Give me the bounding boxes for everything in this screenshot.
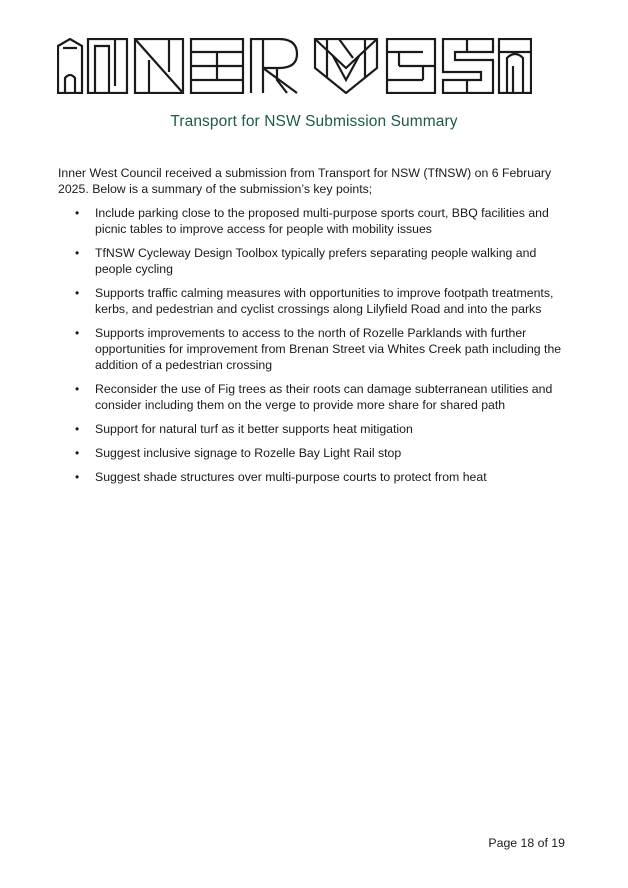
- inner-west-logo: [57, 38, 532, 94]
- list-item-text: TfNSW Cycleway Design Toolbox typically prefers separating people walking and people cycling: [95, 246, 537, 276]
- bullet-icon: •: [75, 422, 80, 436]
- key-points-list: [58, 205, 573, 493]
- bullet-icon: •: [75, 286, 80, 300]
- list-item: [58, 285, 573, 317]
- list-item: [58, 205, 573, 237]
- intro-paragraph: Inner West Council received a submission from Transport for NSW (TfNSW) on 6 February 2025. Below is a summary of the submission’s key points;: [58, 166, 552, 196]
- list-item-text: Supports traffic calming measures with opportunities to improve footpath treatments, kerbs, and pedestrian and cyclist crossings along Lilyfield Road and into the parks: [95, 286, 554, 316]
- bullet-icon: •: [75, 470, 80, 484]
- list-item-text: Include parking close to the proposed multi-purpose sports court, BBQ facilities and picnic tables to improve access for people with mobility issues: [95, 206, 549, 236]
- list-item-text: Support for natural turf as it better supports heat mitigation: [95, 422, 413, 436]
- list-item: [58, 381, 573, 413]
- bullet-icon: •: [75, 382, 80, 396]
- list-item-text: Suggest inclusive signage to Rozelle Bay Light Rail stop: [95, 446, 402, 460]
- bullet-icon: •: [75, 246, 80, 260]
- list-item: [58, 469, 573, 485]
- list-item-text: Reconsider the use of Fig trees as their roots can damage subterranean utilities and consider including them on the verge to provide more share for shared path: [95, 382, 553, 412]
- bullet-icon: •: [75, 326, 80, 340]
- page-number: Page 18 of 19: [488, 836, 565, 850]
- list-item-text: Supports improvements to access to the north of Rozelle Parklands with further opportunities for improvement from Brenan Street via Whites Creek path including the addition of a pedestrian crossing: [95, 326, 562, 372]
- list-item: [58, 245, 573, 277]
- list-item: [58, 445, 573, 461]
- list-item-text: Suggest shade structures over multi-purpose courts to protect from heat: [95, 470, 487, 484]
- bullet-icon: •: [75, 446, 80, 460]
- list-item: [58, 421, 573, 437]
- list-item: [58, 325, 573, 373]
- bullet-icon: •: [75, 206, 80, 220]
- document-title: Transport for NSW Submission Summary: [170, 113, 458, 130]
